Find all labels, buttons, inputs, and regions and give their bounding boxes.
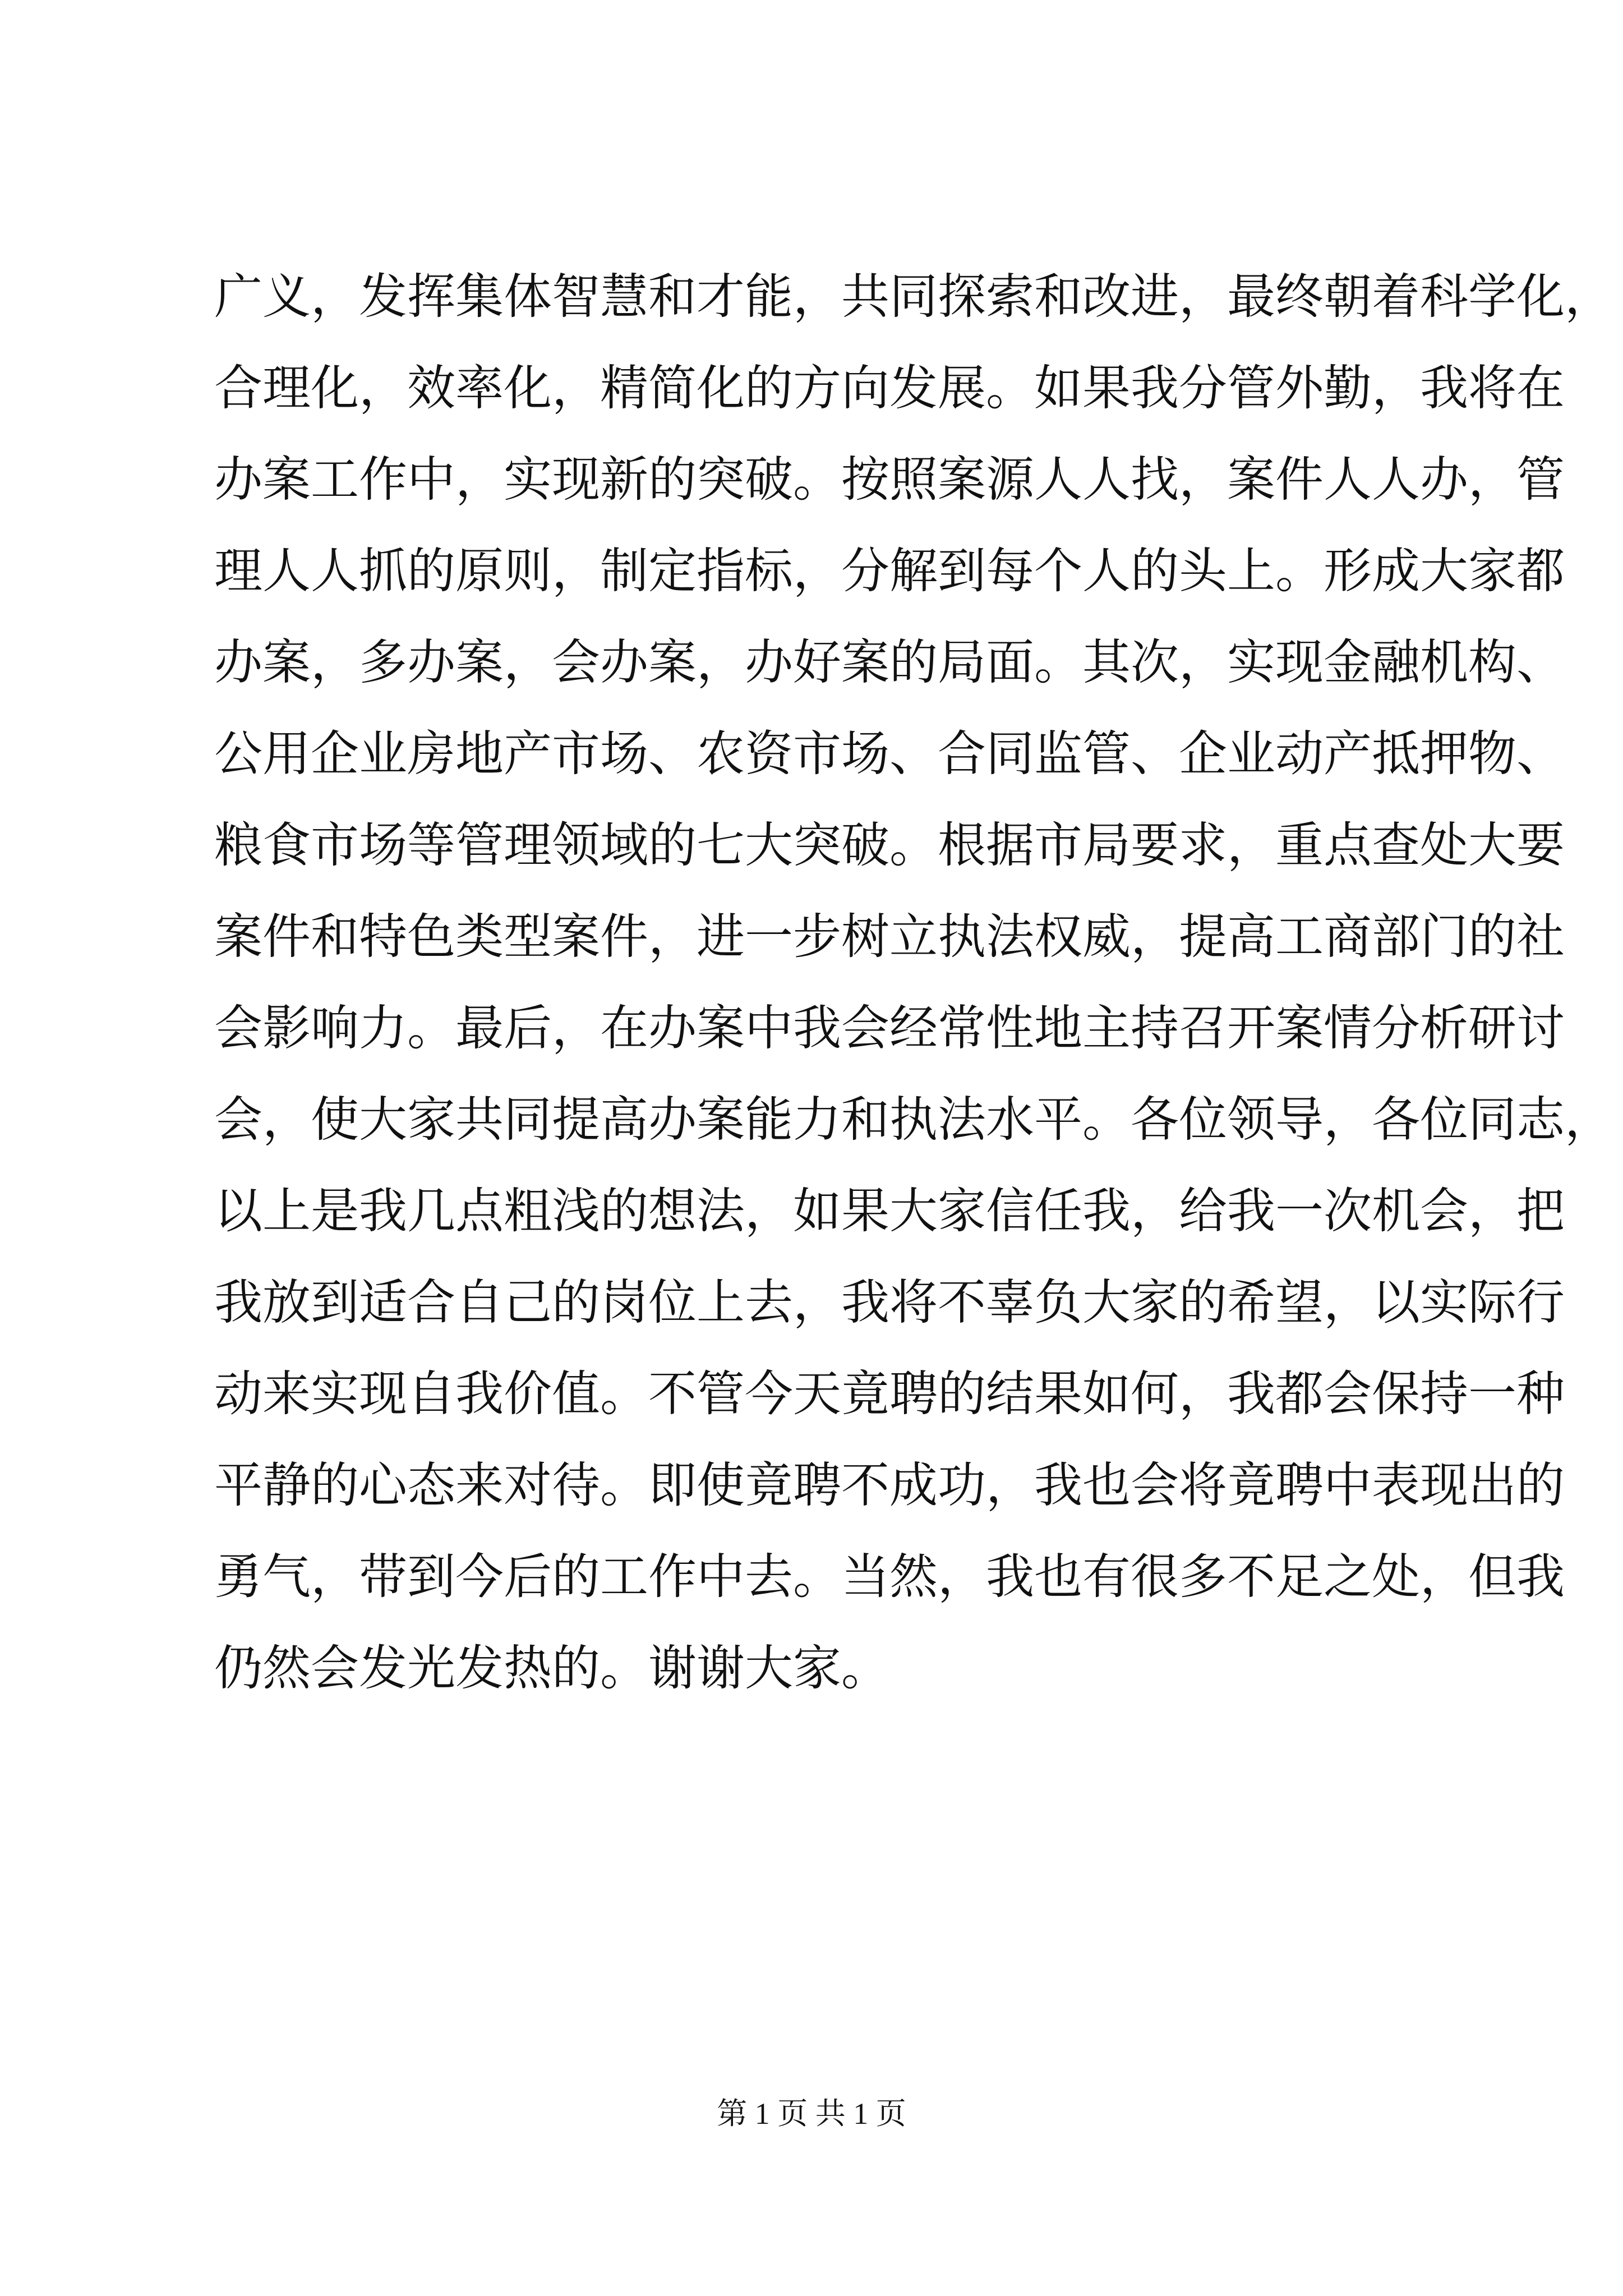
body-paragraph [214,251,1613,1714]
text-line: 广义，发挥集体智慧和才能，共同探索和改进，最终朝着科学化， [214,269,1613,325]
text-line: 公用企业房地产市场、农资市场、合同监管、企业动产抵押物、 [214,726,1565,782]
text-line: 动来实现自我价值。不管今天竟聘的结果如何，我都会保持一种 [214,1366,1565,1422]
text-line: 合理化，效率化，精简化的方向发展。如果我分管外勤，我将在 [214,360,1565,416]
text-line: 会影响力。最后，在办案中我会经常性地主持召开案情分析研讨 [214,1000,1565,1056]
text-line: 办案，多办案，会办案，办好案的局面。其次，实现金融机构、 [214,634,1565,691]
text-line: 办案工作中，实现新的突破。按照案源人人找，案件人人办，管 [214,452,1565,508]
page-footer: 第 1 页 共 1 页 [717,2097,906,2131]
text-line: 我放到适合自己的岗位上去，我将不辜负大家的希望，以实际行 [214,1274,1565,1331]
text-line: 案件和特色类型案件，进一步树立执法权威，提高工商部门的社 [214,909,1565,965]
text-line: 理人人抓的原则，制定指标，分解到每个人的头上。形成大家都 [214,543,1565,599]
text-line: 粮食市场等管理领域的七大突破。根据市局要求，重点查处大要 [214,817,1565,873]
text-line: 仍然会发光发热的。谢谢大家。 [214,1640,889,1696]
text-line: 会，使大家共同提高办案能力和执法水平。各位领导，各位同志， [214,1092,1613,1148]
text-line: 以上是我几点粗浅的想法，如果大家信任我，给我一次机会，把 [214,1183,1565,1239]
text-line: 平静的心态来对待。即使竟聘不成功，我也会将竟聘中表现出的 [214,1457,1565,1513]
text-line: 勇气，带到今后的工作中去。当然，我也有很多不足之处，但我 [214,1549,1565,1605]
